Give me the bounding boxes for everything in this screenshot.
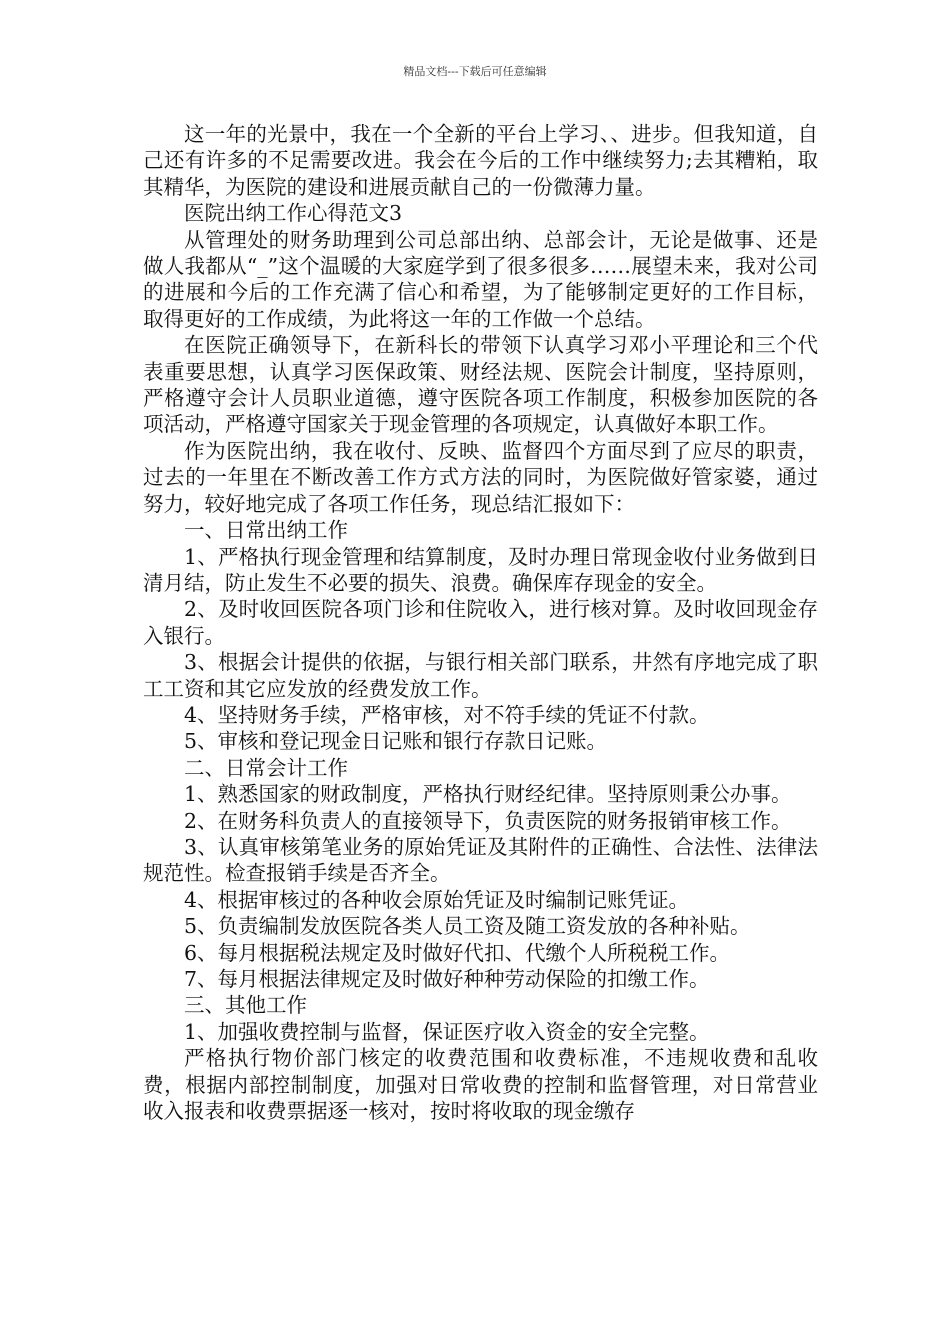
section-heading: 二、日常会计工作 [184,755,348,780]
list-item: 1、熟悉国家的财政制度，严格执行财经纪律。坚持原则秉公办事。 [184,782,792,807]
paragraph: 作为医院出纳，我在收付、反映、监督四个方面尽到了应尽的职责，过去的一年里在不断改善工作方式方法的同时，为医院做好管家婆，通过努力，较好地完成了各项工作任务，现总结汇报如下： [143,438,818,516]
section-heading: 一、日常出纳工作 [184,518,348,543]
list-item: 5、审核和登记现金日记账和银行存款日记账。 [184,729,608,754]
paragraph: 在医院正确领导下，在新科长的带领下认真学习邓小平理论和三个代表重要思想，认真学习医保政策、财经法规、医院会计制度，坚持原则，严格遵守会计人员职业道德，遵守医院各项工作制度，积极参加医院的各项活动，严格遵守国家关于现金管理的各项规定，认真做好本职工作。 [143,333,818,437]
list-item: 5、负责编制发放医院各类人员工资及随工资发放的各种补贴。 [184,914,751,939]
list-item: 2、在财务科负责人的直接领导下，负责医院的财务报销审核工作。 [184,808,792,833]
list-item: 1、严格执行现金管理和结算制度，及时办理日常现金收付业务做到日清月结，防止发生不必要的损失、浪费。确保库存现金的安全。 [143,544,818,595]
section-heading: 三、其他工作 [184,993,307,1018]
list-item: 4、坚持财务手续，严格审核，对不符手续的凭证不付款。 [184,702,710,727]
section-title: 医院出纳工作心得范文3 [184,201,403,226]
list-item: 4、根据审核过的各种收会原始凭证及时编制记账凭证。 [184,887,690,912]
page-header: 精品文档---下载后可任意编辑 [403,65,547,78]
paragraph: 严格执行物价部门核定的收费范围和收费标准，不违规收费和乱收费，根据内部控制制度，加强对日常收费的控制和监督管理，对日常营业收入报表和收费票据逐一核对，按时将收取的现金缴存 [143,1046,818,1124]
document-body [143,121,818,1124]
paragraph: 从管理处的财务助理到公司总部出纳、总部会计，无论是做事、还是做人我都从“_”这个温暖的大家庭学到了很多很多……展望未来，我对公司的进展和今后的工作充满了信心和希望，为了能够制定更好的工作目标，取得更好的工作成绩，为此将这一年的工作做一个总结。 [143,227,818,331]
list-item: 2、及时收回医院各项门诊和住院收入，进行核对算。及时收回现金存入银行。 [143,597,818,648]
list-item: 3、根据会计提供的依据，与银行相关部门联系，井然有序地完成了职工工资和其它应发放的经费发放工作。 [143,650,818,701]
list-item: 6、每月根据税法规定及时做好代扣、代缴个人所税税工作。 [184,940,731,965]
list-item: 3、认真审核第笔业务的原始凭证及其附件的正确性、合法性、法律法规范性。检查报销手续是否齐全。 [143,834,818,886]
paragraph: 这一年的光景中，我在一个全新的平台上学习、、进步。但我知道，自己还有许多的不足需要改进。我会在今后的工作中继续努力;去其糟粕，取其精华，为医院的建设和进展贡献自己的一份微薄力量。 [143,122,818,199]
list-item: 7、每月根据法律规定及时做好种种劳动保险的扣缴工作。 [184,967,710,991]
list-item: 1、加强收费控制与监督，保证医疗收入资金的安全完整。 [184,1019,710,1044]
